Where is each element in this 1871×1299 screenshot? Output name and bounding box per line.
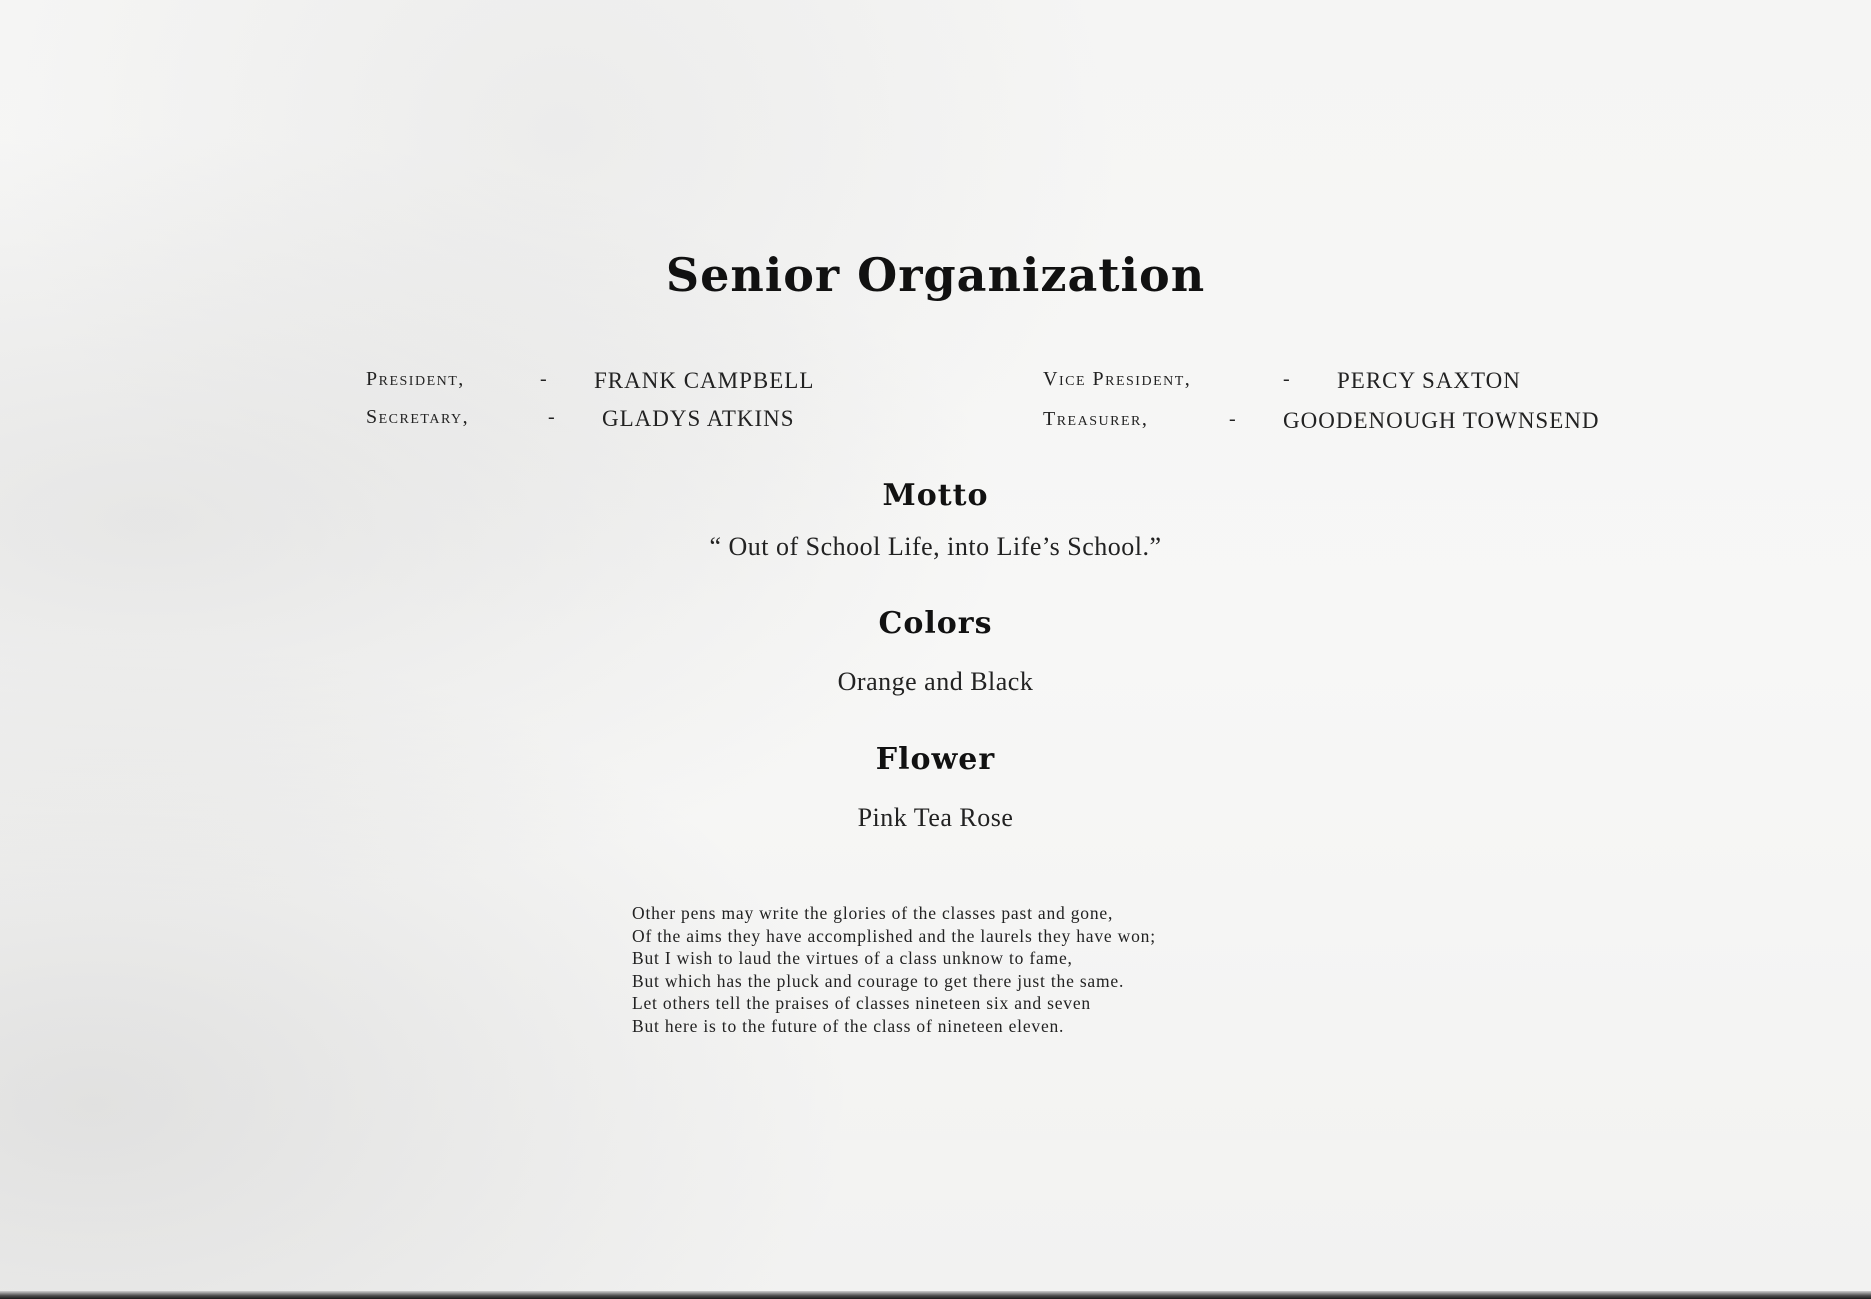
officer-treasurer — [1043, 408, 1600, 433]
officer-role: President, — [366, 368, 465, 390]
poem — [632, 902, 1156, 1037]
poem-line: Of the aims they have accomplished and the laurels they have won; — [632, 925, 1156, 946]
poem-line: But here is to the future of the class of nineteen eleven. — [632, 1015, 1065, 1036]
colors-text: Orange and Black — [837, 667, 1034, 696]
officer-name: FRANK CAMPBELL — [594, 368, 815, 393]
officer-role: Vice President, — [1043, 368, 1192, 390]
officer-dash: - — [1229, 408, 1236, 430]
officer-name: GLADYS ATKINS — [602, 406, 795, 431]
colors-heading: Colors — [878, 606, 993, 641]
flower-text: Pink Tea Rose — [857, 803, 1014, 832]
poem-line: Other pens may write the glories of the classes past and gone, — [632, 903, 1114, 923]
page-bottom-edge — [0, 1291, 1871, 1299]
officer-role: Secretary, — [366, 406, 470, 428]
officer-vice-president — [1043, 368, 1521, 393]
officer-name: GOODENOUGH TOWNSEND — [1283, 408, 1600, 433]
officer-dash: - — [548, 406, 555, 428]
poem-line: But which has the pluck and courage to get there just the same. — [632, 970, 1125, 991]
page-title: Senior Organization — [665, 248, 1206, 302]
flower-heading: Flower — [875, 742, 996, 777]
officer-role: Treasurer, — [1043, 408, 1149, 430]
poem-line: Let others tell the praises of classes nineteen six and seven — [632, 993, 1091, 1013]
motto-text: “ Out of School Life, into Life’s School.” — [709, 532, 1162, 561]
poem-line: But I wish to laud the virtues of a class unknow to fame, — [632, 948, 1073, 968]
officer-name: PERCY SAXTON — [1337, 368, 1521, 393]
motto-heading: Motto — [882, 478, 989, 513]
officer-secretary — [366, 406, 795, 431]
officer-president — [366, 368, 815, 393]
officer-dash: - — [1283, 368, 1290, 390]
officer-dash: - — [540, 368, 547, 390]
